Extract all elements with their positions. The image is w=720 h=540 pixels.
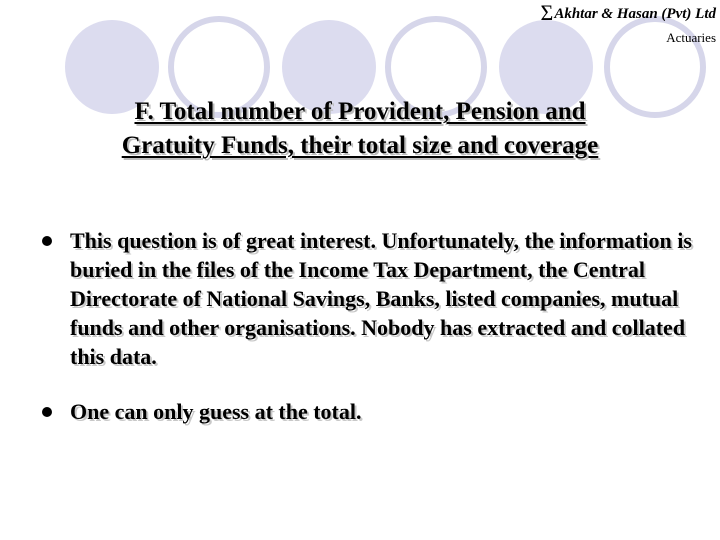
slide-title [20, 95, 700, 163]
bullet-dot-icon [42, 407, 52, 417]
slide-title-line-1: F. Total number of Provident, Pension and [134, 98, 586, 125]
company-name-text: Akhtar & Hasan (Pvt) Ltd [554, 6, 716, 22]
company-name [541, 2, 717, 24]
sigma-logo-icon: Σ [540, 0, 554, 25]
bullet-text: One can only guess at the total. [70, 399, 362, 424]
company-subtitle: Actuaries [666, 30, 716, 45]
bullet-list [40, 226, 700, 452]
bullet-text: This question is of great interest. Unfortunately, the information is buried in the files of the Income Tax Department, the Central Directorate of National Savings, Banks, listed companies, mutual funds and other organisations. Nobody has extracted and collated this data. [70, 228, 692, 369]
brand-header [541, 2, 717, 44]
bullet-item [40, 397, 700, 426]
slide-title-line-2: Gratuity Funds, their total size and coverage [121, 131, 599, 159]
bullet-dot-icon [42, 236, 52, 246]
bullet-item [40, 226, 700, 371]
